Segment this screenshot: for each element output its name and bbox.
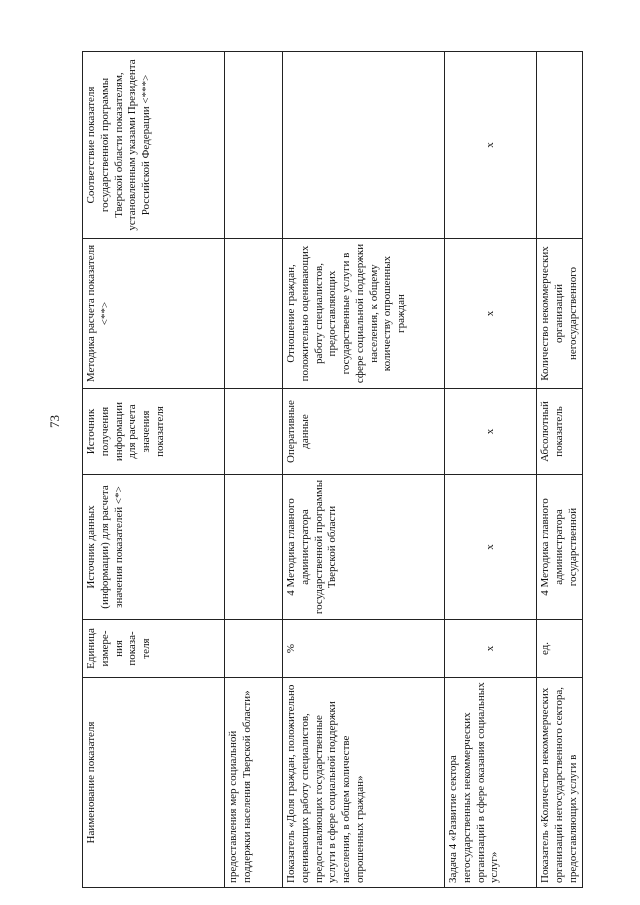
cell [225, 620, 283, 678]
indicator-table-rotated [82, 52, 579, 888]
cell: x [445, 239, 537, 389]
cell: 4 Методика главного администратора государственной [537, 475, 583, 620]
cell [225, 389, 283, 475]
cell: % [283, 620, 445, 678]
page-number: 73 [47, 415, 62, 428]
cell: Отношение граждан, положительно оценивающих работу специалистов, предоставляющих государственные услуги в сфере социальной поддержки населения, к общему количеству опрошенных граждан [283, 239, 445, 389]
cell: x [445, 475, 537, 620]
cell [225, 239, 283, 389]
header-info-source: Источник получения информации для расчета значения показателя [83, 389, 225, 475]
cell: 4 Методика главного администратора государственной программы Тверской области [283, 475, 445, 620]
cell: Показатель «Доля граждан, положительно оценивающих работу специалистов, предоставляющих государственные услуги в сфере социальной поддержки населения, в общем количестве опрошенных граждан» [283, 678, 445, 888]
table-row [283, 52, 445, 888]
table-row [225, 52, 283, 888]
cell: Абсолютный показатель [537, 389, 583, 475]
cell: x [445, 52, 537, 239]
header-row [83, 52, 225, 888]
header-data-source: Источник данных (информации) для расчета значения показателей <*> [83, 475, 225, 620]
cell [283, 52, 445, 239]
cell: x [445, 620, 537, 678]
table-row [537, 52, 583, 888]
header-method: Методика расчета показателя <**> [83, 239, 225, 389]
cell: ед. [537, 620, 583, 678]
cell: Количество некоммерческих организаций негосударственного [537, 239, 583, 389]
cell [537, 52, 583, 239]
cell [225, 475, 283, 620]
cell [225, 52, 283, 239]
header-indicator-name: Наименование показателя [83, 678, 225, 888]
table-row [445, 52, 537, 888]
cell: Оперативные данные [283, 389, 445, 475]
cell: Задача 4 «Развитие сектора негосударственных некоммерческих организаций в сфере оказания социальных услуг» [445, 678, 537, 888]
indicator-table [82, 51, 583, 888]
cell: предоставления мер социальной поддержки населения Тверской области» [225, 678, 283, 888]
header-compliance: Соответствие показателя государственной программы Тверской области показателям, установленным указами Президента Российской Федерации <***> [83, 52, 225, 239]
cell: Показатель «Количество некоммерческих организаций негосударственного сектора, предоставляющих услуги в [537, 678, 583, 888]
header-unit: Единица измере-ния показа-теля [83, 620, 225, 678]
cell: x [445, 389, 537, 475]
